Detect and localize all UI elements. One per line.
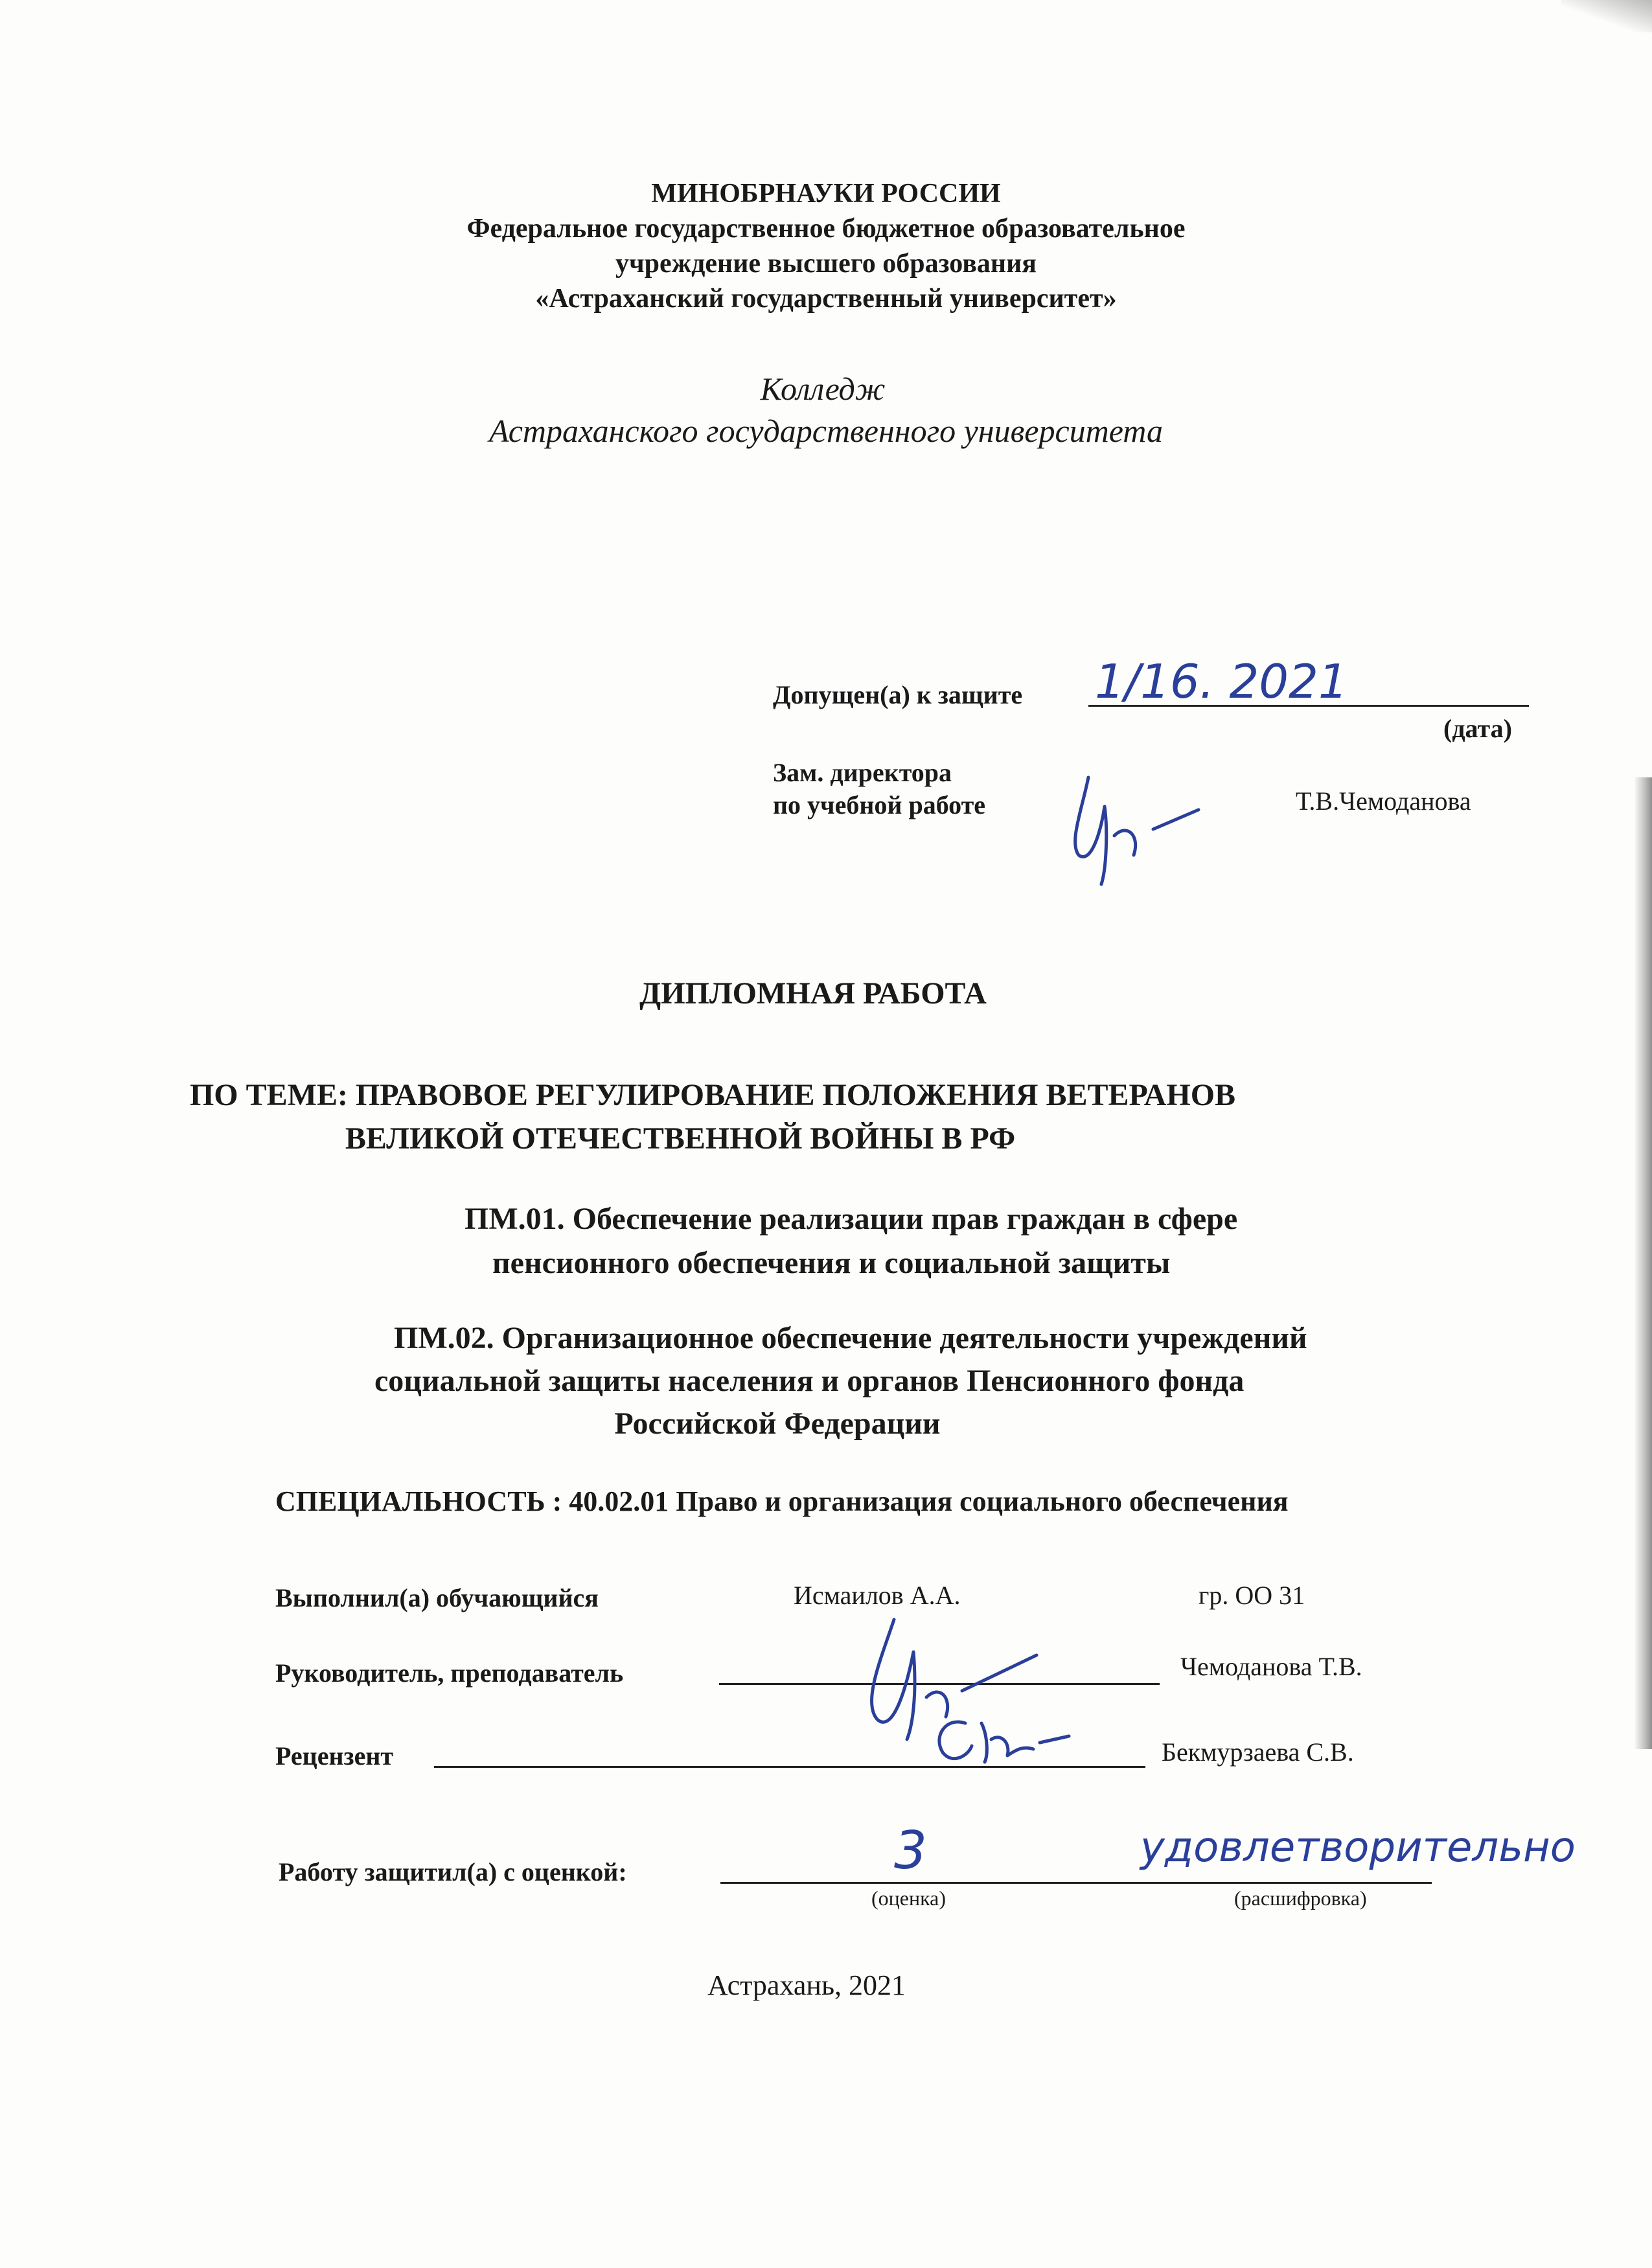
reviewer-name: Бекмурзаева С.В. — [1162, 1737, 1354, 1767]
pm02-line-2: социальной защиты населения и органов Пенсионного фонда — [374, 1364, 1245, 1398]
student-name: Исмаилов А.А. — [794, 1581, 961, 1610]
topic-line-2: ВЕЛИКОЙ ОТЕЧЕСТВЕННОЙ ВОЙНЫ В РФ — [345, 1121, 1016, 1156]
city-year: Астрахань, 2021 — [707, 1969, 906, 2001]
document-type: ДИПЛОМНАЯ РАБОТА — [639, 976, 987, 1011]
grade-caption: (оценка) — [871, 1886, 946, 1910]
grade-text-handwritten: удовлетворительно — [1140, 1824, 1576, 1872]
admitted-label: Допущен(а) к защите — [773, 680, 1023, 709]
deputy-title-line-1: Зам. директора — [773, 758, 952, 787]
scan-corner-shadow — [1561, 0, 1652, 32]
deputy-name: Т.В.Чемоданова — [1296, 786, 1471, 816]
college-line-2: Астраханского государственного университета — [488, 413, 1164, 449]
institution-line-1: Федеральное государственное бюджетное образовательное — [466, 214, 1186, 244]
admitted-date-handwritten: 1/16. 2021 — [1095, 654, 1348, 709]
pm01-line-1: ПМ.01. Обеспечение реализации прав граждан в сфере — [465, 1202, 1238, 1236]
specialty: СПЕЦИАЛЬНОСТЬ : 40.02.01 Право и организация социального обеспечения — [275, 1485, 1289, 1517]
reviewer-label: Рецензент — [275, 1741, 394, 1770]
college-line-1: Колледж — [760, 371, 886, 407]
deputy-signature — [1056, 758, 1224, 888]
topic-line-1: ПО ТЕМЕ: ПРАВОВОЕ РЕГУЛИРОВАНИЕ ПОЛОЖЕНИЯ ВЕТЕРАНОВ — [189, 1078, 1236, 1112]
pm02-line-3: Российской Федерации — [614, 1406, 941, 1441]
pm02-line-1: ПМ.02. Организационное обеспечение деятельности учреждений — [394, 1321, 1307, 1355]
supervisor-label: Руководитель, преподаватель — [275, 1658, 624, 1688]
grade-handwritten: 3 — [894, 1820, 927, 1881]
grade-text-caption: (расшифровка) — [1234, 1886, 1367, 1910]
reviewer-signature — [926, 1710, 1075, 1775]
ministry-heading: МИНОБРНАУКИ РОССИИ — [651, 179, 1001, 209]
institution-line-2: учреждение высшего образования — [615, 249, 1037, 279]
date-caption: (дата) — [1443, 714, 1512, 743]
scan-edge-shadow — [1634, 777, 1652, 1749]
deputy-title-line-2: по учебной работе — [773, 790, 986, 819]
grade-line — [720, 1882, 1432, 1884]
student-label: Выполнил(а) обучающийся — [275, 1583, 599, 1612]
grade-label: Работу защитил(а) с оценкой: — [279, 1857, 627, 1886]
university-name: «Астраханский государственный университет» — [535, 284, 1117, 314]
student-group: гр. ОО 31 — [1199, 1581, 1305, 1610]
pm01-line-2: пенсионного обеспечения и социальной защиты — [492, 1246, 1171, 1280]
supervisor-name: Чемоданова Т.В. — [1180, 1652, 1362, 1681]
